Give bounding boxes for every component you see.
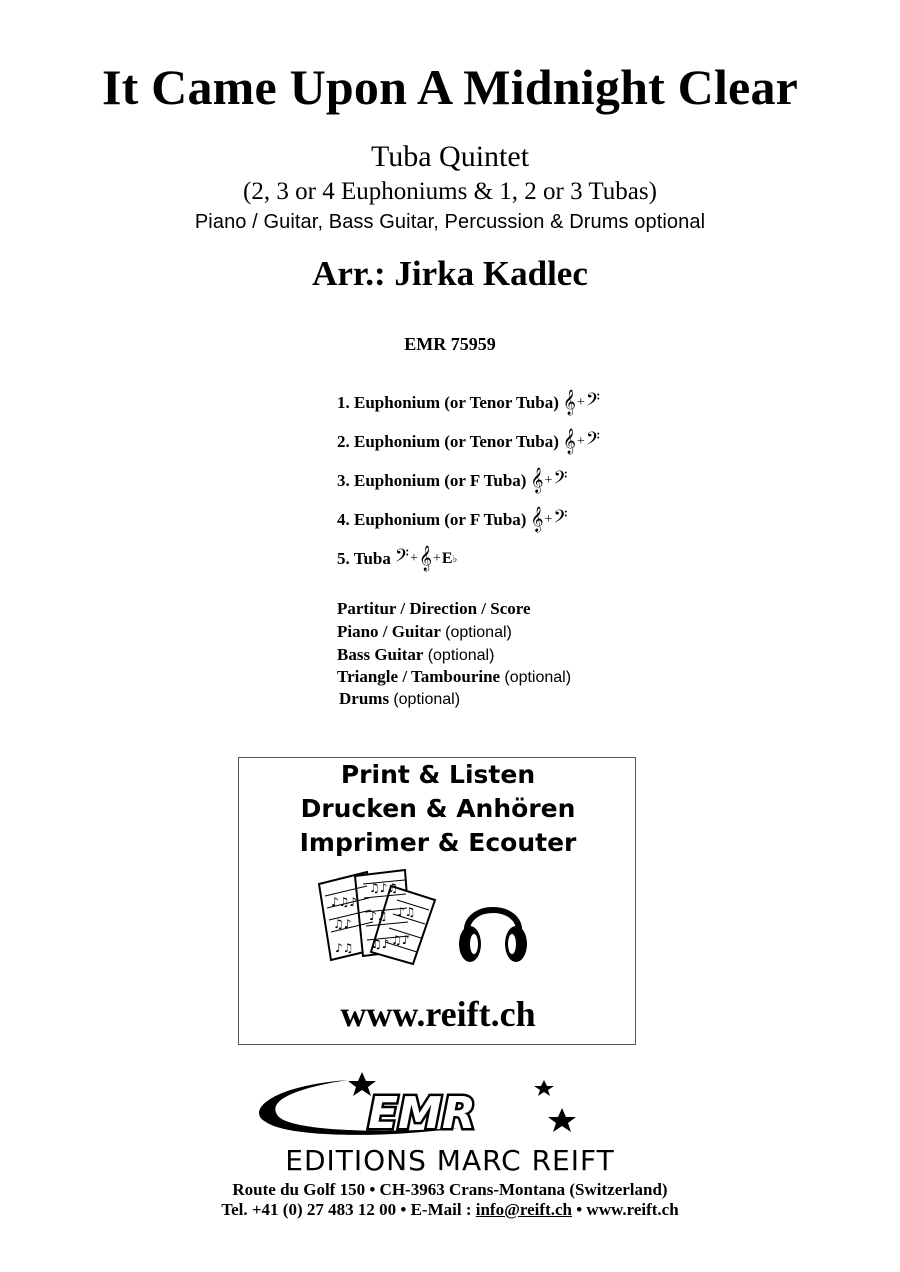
publisher-contact — [0, 1200, 900, 1220]
subtitle: Tuba Quintet — [370, 140, 530, 173]
extra-note: (optional) — [504, 669, 572, 686]
promo-line-german: Drucken & Anhören — [300, 794, 576, 823]
part-item — [337, 544, 457, 574]
extra-item — [337, 622, 512, 644]
bass-clef-icon: 𝄢 — [394, 546, 410, 571]
svg-text:♫♪: ♫♪ — [371, 937, 390, 951]
part-item — [337, 388, 600, 418]
extra-name: Partitur / Direction / Score — [337, 599, 531, 618]
contact-phone: Tel. +41 (0) 27 483 12 00 • E-Mail : — [221, 1200, 476, 1219]
extra-name: Piano / Guitar — [337, 622, 441, 641]
extra-item — [337, 667, 571, 689]
publisher-address: Route du Golf 150 • CH-3963 Crans-Montana (Switzerland) — [232, 1180, 668, 1199]
clefs: 𝄢 + 𝄞 + E ♭ — [394, 546, 458, 571]
part-item — [337, 505, 568, 535]
emr-logo — [238, 1072, 578, 1144]
treble-clef-icon: 𝄞 — [530, 507, 544, 532]
bass-clef-icon: 𝄢 — [553, 507, 568, 532]
promo-line-french: Imprimer & Ecouter — [299, 828, 577, 857]
extra-item — [339, 689, 460, 711]
part-item — [337, 427, 600, 457]
flat-icon: ♭ — [452, 553, 458, 565]
arranger: Arr.: Jirka Kadlec — [312, 254, 588, 293]
extra-name: Drums — [339, 689, 390, 708]
promo-line-english: Print & Listen — [340, 760, 536, 789]
svg-text:♫♪: ♫♪ — [391, 933, 410, 947]
page-title: It Came Upon A Midnight Clear — [101, 59, 799, 115]
part-item — [337, 466, 568, 496]
treble-clef-icon: 𝄞 — [562, 390, 576, 415]
publisher-name: EDITIONS MARC REIFT — [285, 1144, 615, 1177]
clefs: 𝄞 + 𝄢 — [530, 468, 568, 493]
part-label: 2. Euphonium (or Tenor Tuba) — [337, 432, 559, 451]
optional-instruments-line: Piano / Guitar, Bass Guitar, Percussion & Drums optional — [194, 211, 706, 233]
svg-text:♪♫: ♪♫ — [369, 909, 388, 923]
sheet-music-icon — [311, 866, 441, 966]
svg-text:♪♫: ♪♫ — [397, 905, 416, 919]
svg-text:♪♫: ♪♫ — [335, 941, 354, 955]
part-label: 4. Euphonium (or F Tuba) — [337, 510, 527, 529]
part-label: 5. Tuba — [337, 549, 391, 568]
extra-item — [337, 645, 494, 667]
bass-clef-icon: 𝄢 — [585, 429, 600, 454]
extra-note: (optional) — [427, 647, 495, 664]
treble-clef-icon: 𝄞 — [530, 468, 544, 493]
clefs: 𝄞 + 𝄢 — [562, 390, 600, 415]
extra-item — [337, 599, 531, 621]
instrumentation: (2, 3 or 4 Euphoniums & 1, 2 or 3 Tubas) — [243, 178, 657, 205]
extra-name: Bass Guitar — [337, 645, 424, 664]
extra-note: (optional) — [445, 624, 512, 641]
svg-text:♫♪♫: ♫♪♫ — [369, 881, 399, 895]
part-label: 1. Euphonium (or Tenor Tuba) — [337, 393, 559, 412]
print-listen-box — [238, 757, 636, 1045]
svg-text:♪♫♪: ♪♫♪ — [331, 895, 358, 909]
headphones-icon — [457, 888, 529, 968]
extra-note: (optional) — [393, 691, 461, 708]
contact-web: • www.reift.ch — [571, 1200, 679, 1219]
eb-key-label: E — [441, 550, 453, 567]
extra-name: Triangle / Tambourine — [337, 667, 501, 686]
clefs: 𝄞 + 𝄢 — [530, 507, 568, 532]
email-link[interactable]: info@reift.ch — [475, 1200, 572, 1219]
logo-text: EMR — [368, 1088, 476, 1139]
treble-clef-icon: 𝄞 — [562, 429, 576, 454]
website-link[interactable]: www.reift.ch — [340, 994, 536, 1034]
bass-clef-icon: 𝄢 — [585, 390, 600, 415]
bass-clef-icon: 𝄢 — [553, 468, 568, 493]
catalog-number: EMR 75959 — [404, 334, 496, 354]
clefs: 𝄞 + 𝄢 — [562, 429, 600, 454]
part-label: 3. Euphonium (or F Tuba) — [337, 471, 527, 490]
svg-text:♫♪: ♫♪ — [333, 917, 352, 931]
treble-clef-icon: 𝄞 — [418, 546, 432, 571]
